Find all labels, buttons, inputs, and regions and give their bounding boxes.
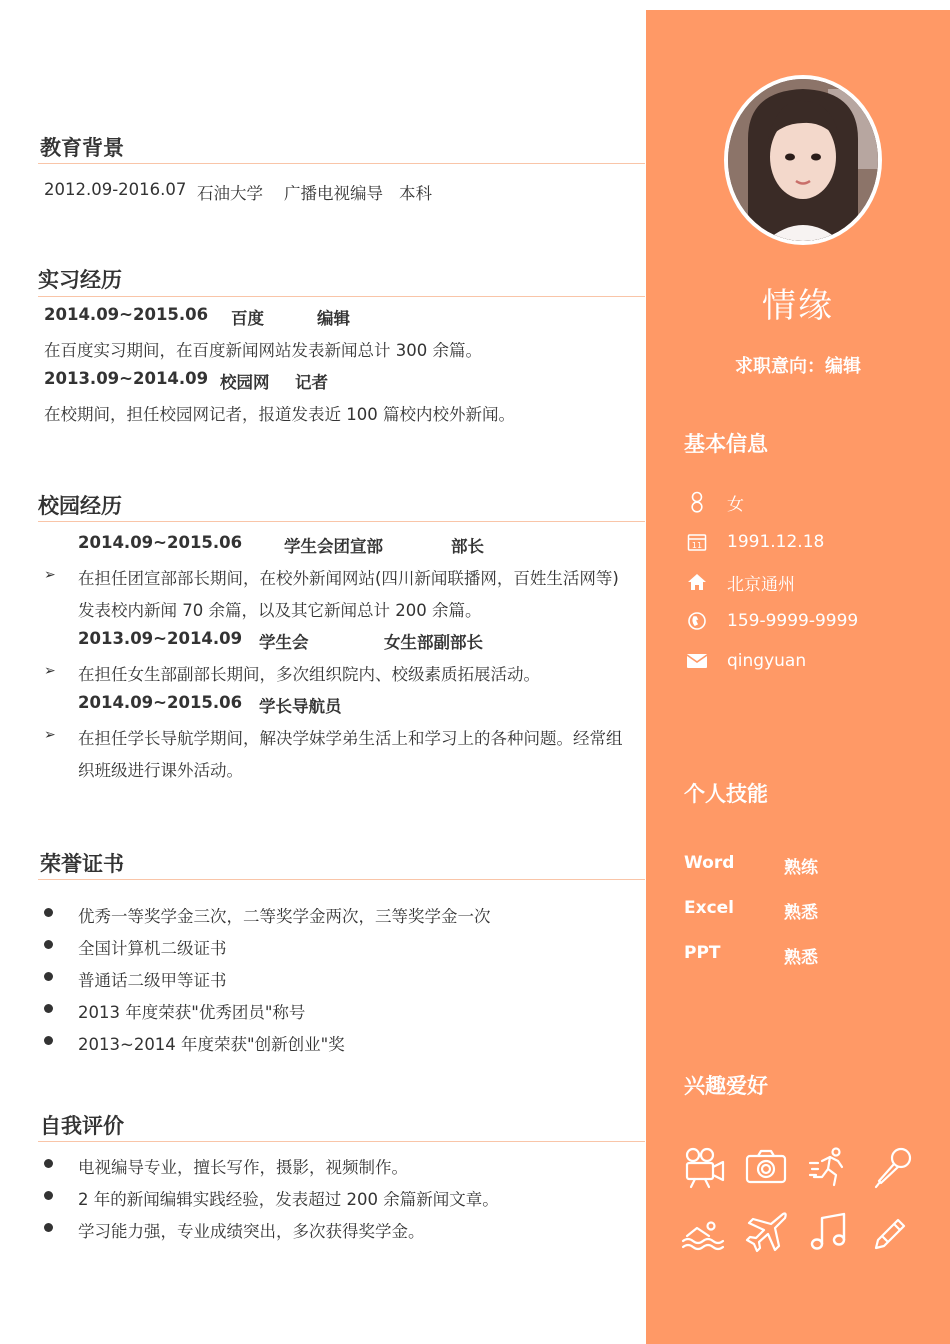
internship-period: 2014.09~2015.06: [44, 305, 209, 324]
campus-role: 女生部副部长: [384, 633, 483, 652]
hobbies-title: 兴趣爱好: [684, 1074, 768, 1098]
running-icon: [808, 1145, 852, 1189]
section-divider: [38, 163, 645, 164]
internship-desc: 在校期间，担任校园网记者，报道发表近 100 篇校内校外新闻。: [44, 405, 515, 424]
info-phone-value: 159-9999-9999: [727, 611, 859, 631]
bullet-dot: [44, 972, 53, 981]
campus-desc-line: 织班级进行课外活动。: [78, 761, 243, 780]
honor-item: 全国计算机二级证书: [78, 939, 227, 958]
skill-name: Word: [684, 853, 735, 873]
swimming-icon: [681, 1210, 725, 1254]
internship-period: 2013.09~2014.09: [44, 369, 209, 388]
honor-item: 优秀一等奖学金三次，二等奖学金两次，三等奖学金一次: [78, 907, 491, 926]
info-row-email: [686, 648, 806, 674]
music-icon: [808, 1210, 852, 1254]
campus-desc-line: 在担任学长导航学期间，解决学妹学弟生活上和学习上的各种问题。经常组: [78, 729, 623, 748]
internship-desc: 在百度实习期间，在百度新闻网站发表新闻总计 300 余篇。: [44, 341, 482, 360]
job-intent-value: 编辑: [825, 356, 861, 377]
info-gender-value: 女: [727, 494, 744, 515]
internship-role: 记者: [295, 373, 328, 392]
home-icon: [686, 571, 708, 593]
bullet-dot: [44, 1191, 53, 1200]
section-divider: [38, 879, 645, 880]
bullet-dot: [44, 908, 53, 917]
arrow-bullet: ➢: [44, 727, 56, 743]
svg-text:11: 11: [691, 541, 703, 550]
airplane-icon: [745, 1210, 789, 1254]
campus-org: 学生会: [259, 633, 309, 652]
education-period: 2012.09-2016.07: [44, 180, 187, 199]
skill-level: 熟练: [784, 858, 818, 878]
section-divider: [38, 521, 645, 522]
info-row-gender: [686, 489, 744, 515]
info-row-phone: [686, 608, 858, 634]
section-title-internship: 实习经历: [38, 268, 122, 292]
info-email-value: qingyuan: [727, 651, 807, 671]
self-eval-item: 电视编导专业，擅长写作，摄影，视频制作。: [78, 1158, 408, 1177]
info-row-location: [686, 569, 795, 595]
arrow-bullet: ➢: [44, 567, 56, 583]
honor-item: 普通话二级甲等证书: [78, 971, 227, 990]
avatar: [724, 75, 882, 245]
section-title-self-eval: 自我评价: [40, 1114, 124, 1138]
section-title-education: 教育背景: [40, 136, 124, 160]
basic-info-title: 基本信息: [684, 432, 768, 456]
campus-period: 2014.09~2015.06: [78, 693, 243, 712]
sidebar: [646, 10, 950, 1344]
arrow-bullet: ➢: [44, 663, 56, 679]
info-row-birthday: [686, 529, 824, 555]
section-title-campus: 校园经历: [38, 494, 122, 518]
bullet-dot: [44, 1159, 53, 1168]
honor-item: 2013 年度荣获"优秀团员"称号: [78, 1003, 306, 1022]
skill-name: Excel: [684, 898, 735, 918]
skill-row: [684, 853, 818, 878]
phone-icon: [686, 610, 708, 632]
pencil-icon: [870, 1210, 914, 1254]
skill-level: 熟悉: [784, 948, 818, 968]
candidate-name: 情缘: [762, 286, 834, 326]
campus-org: 学长导航员: [259, 697, 342, 716]
campus-desc-line: 在担任团宣部部长期间，在校外新闻网站(四川新闻联播网，百姓生活网等): [78, 569, 619, 588]
skill-level: 熟悉: [784, 903, 818, 923]
microphone-icon: [871, 1145, 915, 1189]
calendar-icon: [686, 531, 708, 553]
skill-name: PPT: [684, 943, 721, 963]
info-birthday-value: 1991.12.18: [727, 532, 825, 552]
skill-row: [684, 898, 818, 923]
campus-period: 2014.09~2015.06: [78, 533, 243, 552]
section-title-honors: 荣誉证书: [40, 852, 124, 876]
education-degree: 本科: [399, 184, 432, 203]
internship-org: 百度: [231, 309, 264, 328]
job-intent-label: 求职意向：: [735, 356, 825, 377]
campus-period: 2013.09~2014.09: [78, 629, 243, 648]
campus-desc-line: 在担任女生部副部长期间，多次组织院内、校级素质拓展活动。: [78, 665, 540, 684]
skills-title: 个人技能: [684, 782, 768, 806]
self-eval-item: 2 年的新闻编辑实践经验，发表超过 200 余篇新闻文章。: [78, 1190, 499, 1209]
bullet-dot: [44, 1004, 53, 1013]
info-location-value: 北京通州: [727, 574, 795, 595]
camera-icon: [744, 1145, 788, 1189]
bullet-dot: [44, 1223, 53, 1232]
skill-row: [684, 943, 818, 968]
education-school: 石油大学: [197, 184, 263, 203]
section-divider: [38, 1141, 645, 1142]
section-divider: [38, 296, 645, 297]
video-camera-icon: [683, 1145, 727, 1189]
job-intent: [646, 352, 950, 378]
bullet-dot: [44, 940, 53, 949]
honor-item: 2013~2014 年度荣获"创新创业"奖: [78, 1035, 345, 1054]
education-major: 广播电视编导: [284, 184, 383, 203]
internship-org: 校园网: [220, 373, 270, 392]
mail-icon: [686, 650, 708, 672]
person-icon: [686, 491, 708, 513]
campus-org: 学生会团宣部: [284, 537, 383, 556]
campus-desc-line: 发表校内新闻 70 余篇，以及其它新闻总计 200 余篇。: [78, 601, 482, 620]
self-eval-item: 学习能力强，专业成绩突出，多次获得奖学金。: [78, 1222, 425, 1241]
campus-role: 部长: [451, 537, 484, 556]
bullet-dot: [44, 1036, 53, 1045]
internship-role: 编辑: [317, 309, 350, 328]
